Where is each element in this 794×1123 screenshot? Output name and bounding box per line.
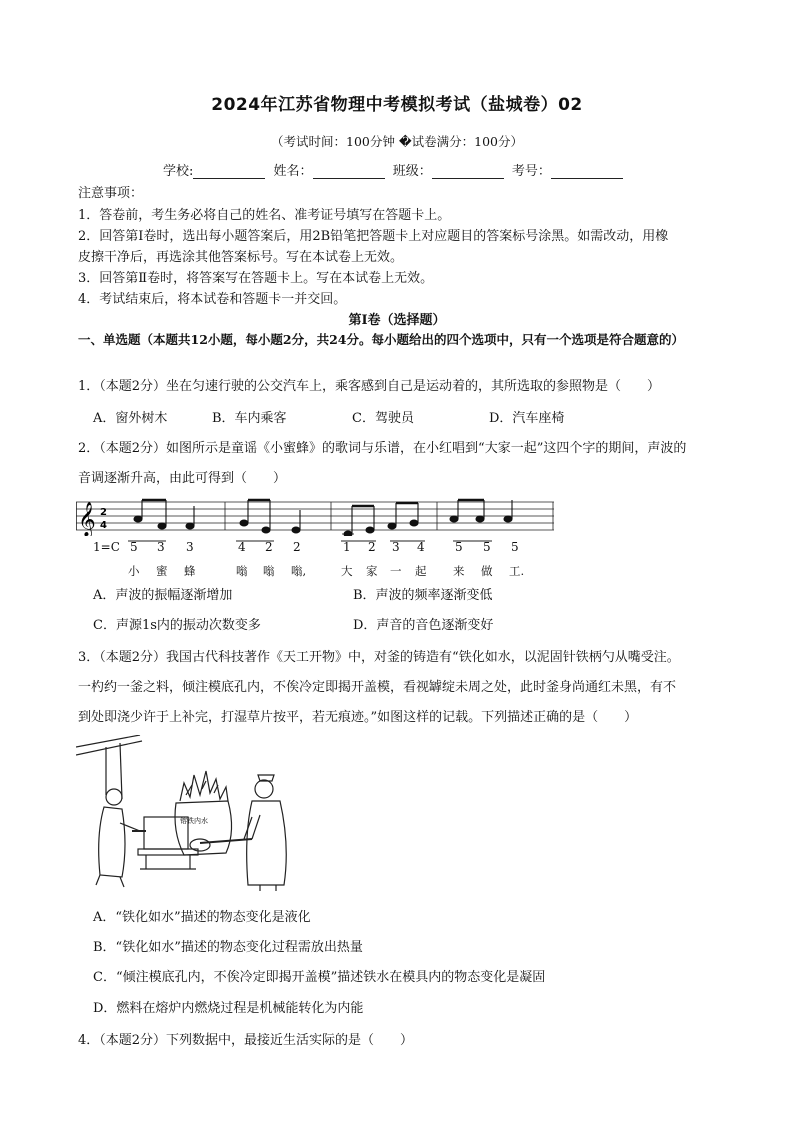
q3-option-c: C．“倾注模底孔内，不俟冷定即揭开盖模”描述铁水在模具内的物态变化是凝固: [93, 970, 546, 985]
class-label: 班级：: [392, 164, 432, 179]
exam-subtitle: （考试时间：100分钟 �试卷满分：100分）: [270, 134, 523, 149]
furnace-label: 镕铁内水: [180, 817, 208, 825]
exam-no-label: 考号：: [511, 164, 551, 179]
q2-option-d: D．声音的音色逐渐变好: [353, 618, 494, 633]
section-title: 第Ⅰ卷（选择题）: [348, 313, 446, 328]
key-signature: 1=C: [93, 540, 120, 554]
jianpu-number: 2: [265, 540, 273, 554]
class-blank: [432, 164, 504, 179]
jianpu-number: 5: [130, 540, 138, 554]
question-3-stem-cont: 一杓约一釜之料，倾注模底孔内，不俟冷定即揭开盖模，看视罅绽未周之处，此时釜身尚通红未黑，有不: [78, 680, 677, 695]
q3-option-b: B．“铁化如水”描述的物态变化过程需放出热量: [93, 940, 363, 955]
q3-option-a: A．“铁化如水”描述的物态变化是液化: [93, 910, 311, 925]
school-label: 学校:: [163, 164, 194, 179]
lyric-char: 蜜: [156, 564, 168, 578]
lyric-char: 嗡,: [291, 564, 307, 578]
name-label: 姓名：: [273, 164, 313, 179]
jianpu-number: 3: [157, 540, 165, 554]
lyric-char: 工.: [509, 564, 525, 578]
q2-option-a: A．声波的振幅逐渐增加: [93, 588, 233, 603]
jianpu-underlines: [128, 540, 528, 558]
jianpu-number: 2: [368, 540, 376, 554]
question-2-stem: 2．（本题2分）如图所示是童谣《小蜜蜂》的歌词与乐谱，在小红唱到“大家一起”这四个字的期间，声波的: [78, 441, 687, 456]
q1-option-a: A．窗外树木: [93, 411, 168, 426]
treble-clef-icon: 𝄞: [78, 502, 96, 536]
question-4-stem: 4．（本题2分）下列数据中，最接近生活实际的是（ ）: [78, 1033, 414, 1048]
jianpu-number: 5: [511, 540, 519, 554]
question-3-stem-cont: 到处即浇少许于上补完，打湿草片按平，若无痕迹。”如图这样的记载。下列描述正确的是（ ）: [78, 710, 638, 725]
note-item: 皮擦干净后，再选涂其他答案标号。写在本试卷上无效。: [78, 250, 404, 265]
lyric-char: 大: [341, 564, 353, 578]
page-title: 2024年江苏省物理中考模拟考试（盐城卷）02: [211, 95, 583, 115]
jianpu-number: 1: [343, 540, 351, 554]
q2-option-c: C．声源1s内的振动次数变多: [93, 618, 261, 633]
jianpu-number: 3: [392, 540, 400, 554]
lyric-char: 蜂: [184, 564, 196, 578]
name-blank: [313, 164, 385, 179]
lyric-char: 嗡: [263, 564, 275, 578]
note-item: 4．考试结束后，将本试卷和答题卡一并交回。: [78, 292, 347, 307]
student-info-row: [163, 160, 627, 179]
q2-option-b: B．声波的频率逐渐变低: [353, 588, 493, 603]
q3-option-d: D．燃料在熔炉内燃烧过程是机械能转化为内能: [93, 1001, 364, 1016]
q1-option-b: B．车内乘客: [212, 411, 287, 426]
lyric-char: 家: [366, 564, 378, 578]
lyric-char: 一: [390, 564, 402, 578]
note-item: 1．答卷前，考生务必将自己的姓名、准考证号填写在答题卡上。: [78, 208, 451, 223]
question-1-stem: 1．（本题2分）坐在匀速行驶的公交汽车上，乘客感到自己是运动着的，其所选取的参照物是（ ）: [78, 379, 661, 394]
question-2-stem-cont: 音调逐渐升高，由此可得到（ ）: [78, 471, 287, 486]
jianpu-number: 2: [293, 540, 301, 554]
note-item: 2．回答第Ⅰ卷时，选出每小题答案后，用2B铅笔把答题卡上对应题目的答案标号涂黑。如需改动，用橡: [78, 229, 669, 244]
lyric-char: 嗡: [236, 564, 248, 578]
svg-text:4: 4: [100, 520, 107, 531]
lyric-char: 来: [453, 564, 465, 578]
jianpu-number: 5: [483, 540, 491, 554]
jianpu-number: 4: [417, 540, 425, 554]
section1-heading: 一、单选题（本题共12小题，每小题2分，共24分。每小题给出的四个选项中，只有一个选项是符合题意的）: [78, 332, 684, 347]
q1-option-c: C．驾驶员: [352, 411, 414, 426]
svg-text:2: 2: [100, 507, 107, 518]
casting-illustration: [76, 735, 302, 892]
question-3-stem: 3．（本题2分）我国古代科技著作《天工开物》中，对釜的铸造有“铁化如水，以泥固针铁柄勺从嘴受注。: [78, 650, 680, 665]
exam-no-blank: [551, 164, 623, 179]
lyric-char: 小: [128, 564, 140, 578]
jianpu-number: 4: [238, 540, 246, 554]
lyric-char: 起: [415, 564, 427, 578]
notes-heading: 注意事项：: [78, 186, 144, 201]
q1-option-d: D．汽车座椅: [489, 411, 565, 426]
school-blank: [193, 164, 265, 179]
lyric-char: 做: [481, 564, 493, 578]
jianpu-number: 5: [455, 540, 463, 554]
jianpu-number: 3: [186, 540, 194, 554]
note-item: 3．回答第Ⅱ卷时，将答案写在答题卡上。写在本试卷上无效。: [78, 271, 434, 286]
music-staff-figure: [76, 496, 554, 536]
